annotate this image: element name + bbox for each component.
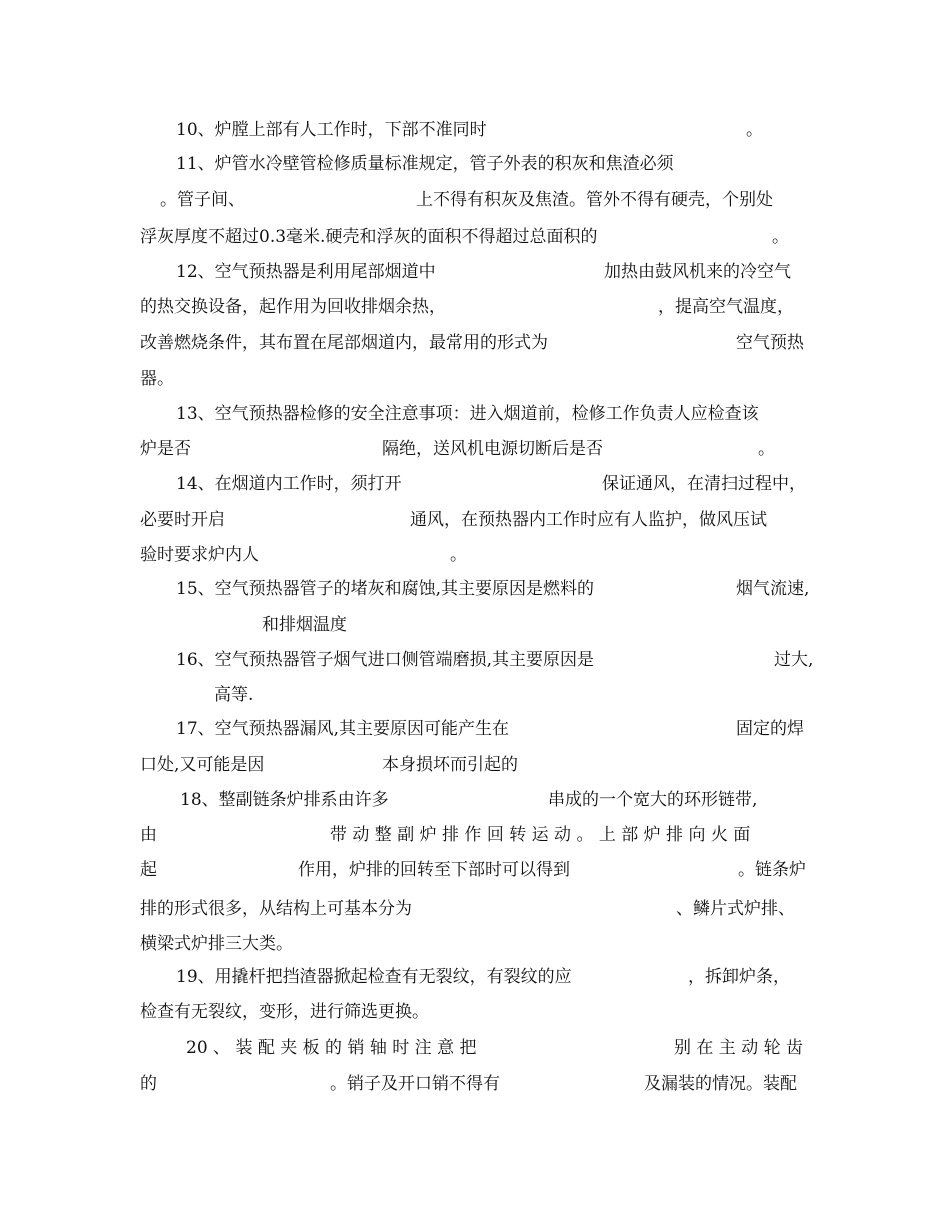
q18-line5-text: 横梁式炉排三大类。 [140,934,293,954]
q14-line2-text-a: 必要时开启 [140,510,225,530]
q18-line1-text-a: 18、整副链条炉排系由许多 [180,790,389,810]
q13-line2-text-a: 炉是否 [140,439,191,459]
q20-line1-text-a: 20 、 装 配 夹 板 的 销 轴 时 注 意 把 [186,1038,477,1058]
q10-line1-text: 10、炉膛上部有人工作时，下部不准同时 [176,120,487,140]
q17-line2-text-a: 口处,又可能是因 [140,755,265,775]
q11-line1-text: 11、炉管水冷壁管检修质量标准规定，管子外表的积灰和焦渣必须 [176,154,674,174]
q12-line2-text-a: 的热交换设备，起作用为回收排烟余热， [140,297,446,317]
q19-line1-text-a: 19、用撬杆把挡渣器掀起检查有无裂纹，有裂纹的应 [176,967,572,987]
q20-line2-text-b: 。销子及开口销不得有 [330,1074,500,1094]
q18-line3-text-b: 作用，炉排的回转至下部时可以得到 [298,860,570,880]
q11-line2-text-b: 上不得有积灰及焦渣。管外不得有硬壳，个别处 [416,190,773,210]
q13-line2-text-b: 隔绝，送风机电源切断后是否 [382,439,603,459]
q18-line4-text-a: 排的形式很多，从结构上可基本分为 [140,899,412,919]
q19-line2-text: 检查有无裂纹，变形，进行筛选更换。 [140,1002,429,1022]
q12-line1-text-a: 12、空气预热器是利用尾部烟道中 [176,262,436,282]
q20-line2-text-a: 的 [140,1074,157,1094]
q14-line3-end: 。 [450,545,467,565]
q19-line1-text-b: ，拆卸炉条， [688,967,790,987]
q11-line3-text-a: 浮灰厚度不超过0.3毫米.硬壳和浮灰的面积不得超过总面积的 [140,227,598,247]
q10-line1-end: 。 [746,120,763,140]
q17-line2-text-b: 本身损坏而引起的 [382,755,518,775]
q12-line4-text: 器。 [140,369,174,389]
q20-line2-text-c: 及漏装的情况。装配 [644,1074,797,1094]
q17-line1-text-b: 固定的焊 [736,719,804,739]
q14-line1-text-a: 14、在烟道内工作时，须打开 [176,474,402,494]
q14-line1-text-b: 保证通风，在清扫过程中， [602,474,806,494]
q12-line1-text-b: 加热由鼓风机来的冷空气 [604,262,791,282]
q17-line1-text-a: 17、空气预热器漏风,其主要原因可能产生在 [176,719,510,739]
q14-line2-text-b: 通风，在预热器内工作时应有人监护，做风压试 [410,510,767,530]
q13-line2-end: 。 [758,439,775,459]
q18-line2-text-b: 带 动 整 副 炉 排 作 回 转 运 动 。 上 部 炉 排 向 火 面 [330,825,751,845]
q20-line1-text-b: 别 在 主 动 轮 齿 [674,1038,804,1058]
q14-line3-text-a: 验时要求炉内人 [140,545,259,565]
q18-line4-text-b: 、鳞片式炉排、 [676,899,795,919]
q11-line3-end: 。 [772,227,789,247]
q13-line1-text: 13、空气预热器检修的安全注意事项：进入烟道前，检修工作负责人应检查该 [176,404,759,424]
q18-line1-text-b: 串成的一个宽大的环形链带, [548,790,758,810]
q16-line1-text-b: 过大, [774,650,814,670]
q18-line3-text-a: 起 [140,860,157,880]
q16-line2-text: 高等. [214,685,254,705]
q15-line1-text-b: 烟气流速, [736,579,810,599]
q12-line3-text-a: 改善燃烧条件，其布置在尾部烟道内，最常用的形式为 [140,333,548,353]
q18-line3-text-c: 。链条炉 [738,860,806,880]
q12-line2-text-b: ，提高空气温度， [658,297,794,317]
q11-line2-text-a: 。管子间、 [160,190,245,210]
q15-line1-text-a: 15、空气预热器管子的堵灰和腐蚀,其主要原因是燃料的 [176,579,595,599]
q18-line2-text-a: 由 [140,825,157,845]
q12-line3-text-b: 空气预热 [736,333,804,353]
q15-line2-text: 和排烟温度 [262,615,347,635]
q16-line1-text-a: 16、空气预热器管子烟气进口侧管端磨损,其主要原因是 [176,650,595,670]
